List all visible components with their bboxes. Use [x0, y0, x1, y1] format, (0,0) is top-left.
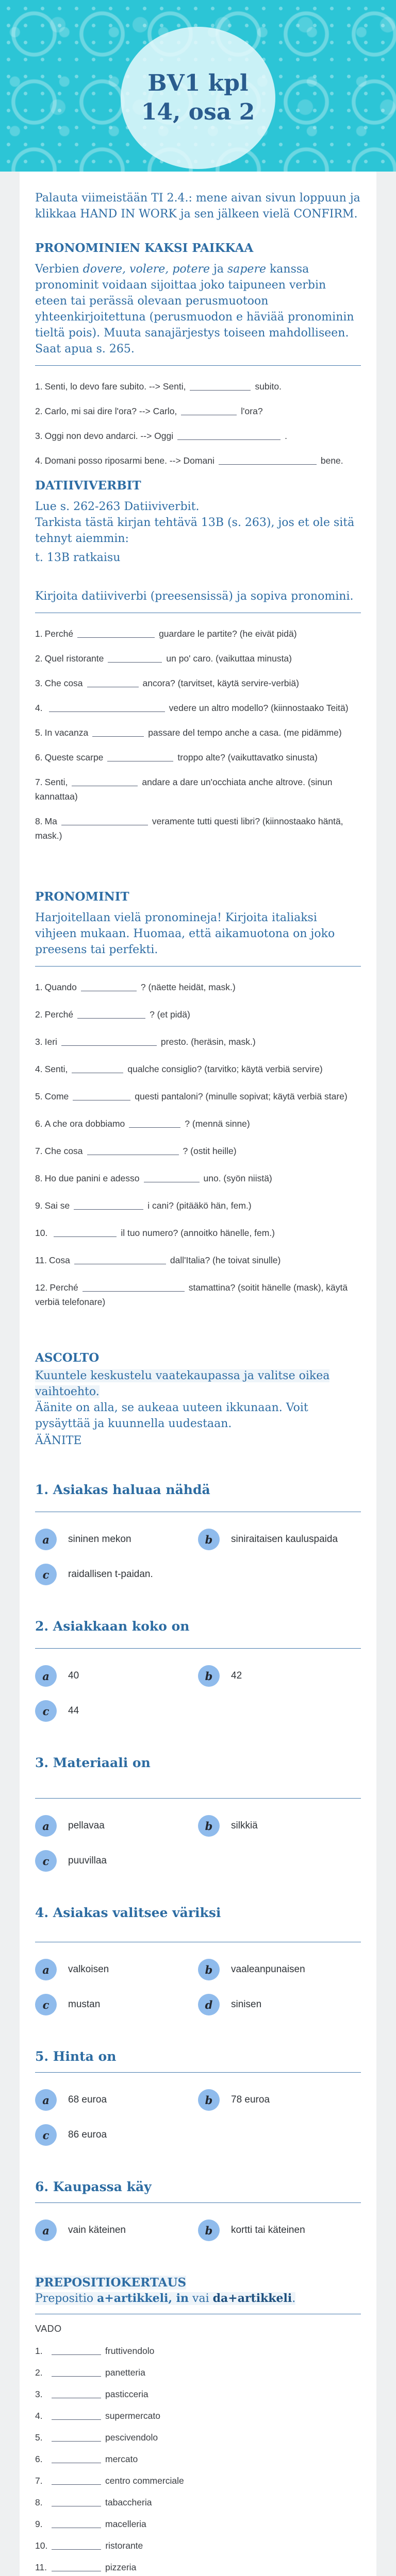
- prepositio-subtitle: Prepositio a+artikkeli, in vai da+artikkeli.: [35, 2292, 296, 2305]
- answer-option-c[interactable]: c 44: [35, 1700, 198, 1722]
- exercise-item: 4. vedere un altro modello? (kiinnostaako Teitä): [35, 703, 349, 713]
- section-title-prepositiokertaus: PREPOSITIOKERTAUS: [35, 2276, 187, 2290]
- options-grid: [35, 1665, 361, 1722]
- prep-item: 10. ristorante: [35, 2540, 143, 2551]
- pronominit-intro: Harjoitellaan vielä pronomineja! Kirjoita italiaksi vihjeen mukaan. Huomaa, että aikamuotona on joko preesens tai perfekti.: [35, 911, 335, 956]
- answer-blank: [77, 631, 155, 638]
- answer-option-b[interactable]: b 42: [198, 1665, 361, 1687]
- answer-option-a[interactable]: a sininen mekon: [35, 1529, 198, 1550]
- option-letter-badge[interactable]: b: [198, 1815, 220, 1837]
- prep-item: 3. pasticceria: [35, 2389, 148, 2399]
- answer-blank: [52, 2434, 101, 2442]
- ascolto-instruction: Kuuntele keskustelu vaatekaupassa ja valitse oikea vaihtoehto.: [35, 1369, 330, 1398]
- answer-option-d[interactable]: d sinisen: [198, 1994, 361, 2015]
- audio-link[interactable]: ÄÄNITE: [35, 1434, 82, 1447]
- exercise-item: 1. Quando ? (näette heidät, mask.): [35, 982, 236, 992]
- answer-blank: [87, 680, 139, 687]
- answer-option-b[interactable]: b kortti tai käteinen: [198, 2219, 361, 2241]
- prep-item: 7. centro commerciale: [35, 2476, 184, 2486]
- exercise-item: 3. Che cosa ancora? (tarvitset, käytä servire-verbiä): [35, 678, 299, 688]
- exercise-item: 4. Senti, qualche consiglio? (tarvitko; käytä verbiä servire): [35, 1064, 323, 1074]
- prep-item: 6. mercato: [35, 2454, 138, 2464]
- exercise-list-3: [35, 980, 361, 1309]
- quiz-question-3: [35, 1755, 361, 1872]
- option-letter-badge[interactable]: c: [35, 1700, 57, 1722]
- section-title-pronominit: PRONOMINIT: [35, 890, 129, 904]
- options-grid: [35, 1959, 361, 2015]
- exercise-item: 9. Sai se i cani? (pitääkö hän, fem.): [35, 1200, 252, 1211]
- answer-blank: [52, 2543, 101, 2550]
- answer-blank: [61, 818, 148, 825]
- divider: [35, 1648, 361, 1649]
- prep-item: 4. supermercato: [35, 2411, 160, 2421]
- options-grid: [35, 1815, 361, 1872]
- answer-blank: [72, 1066, 123, 1073]
- course-title-line2: 14, osa 2: [141, 99, 255, 125]
- option-letter-badge[interactable]: a: [35, 2219, 57, 2241]
- prep-item: 1. fruttivendolo: [35, 2346, 155, 2356]
- option-letter-badge[interactable]: c: [35, 1994, 57, 2015]
- prep-item: 11. pizzeria: [35, 2562, 137, 2572]
- divider: [35, 1798, 361, 1799]
- exercise-item: 2. Perché ? (et pidä): [35, 1009, 190, 1020]
- datiivi-check-note: Tarkista tästä kirjan tehtävä 13B (s. 263), jos et ole sitä tehnyt aiemmin:: [35, 516, 355, 545]
- section-title-pronominien-kaksi-paikkaa: PRONOMINIEN KAKSI PAIKKAA: [35, 241, 254, 255]
- answer-blank: [82, 1284, 185, 1292]
- answer-blank: [52, 2413, 101, 2420]
- section-title-datiiviverbit: DATIIVIVERBIT: [35, 479, 141, 493]
- exercise-list-2: [35, 626, 361, 843]
- answer-blank: [52, 2456, 101, 2463]
- prepositio-list: [35, 2346, 361, 2576]
- option-letter-badge[interactable]: b: [198, 2089, 220, 2111]
- answer-option-c[interactable]: c raidallisen t-paidan.: [35, 1564, 198, 1585]
- quiz-question-4: [35, 1905, 361, 2015]
- datiivi-read-note: Lue s. 262-263 Datiiviverbit.: [35, 500, 200, 513]
- answer-blank: [87, 1148, 179, 1155]
- answer-blank: [52, 2478, 101, 2485]
- option-letter-badge[interactable]: b: [198, 1959, 220, 1980]
- answer-option-c[interactable]: c puuvillaa: [35, 1850, 198, 1872]
- exercise-item: 2. Carlo, mi sai dire l'ora? --> Carlo, l'ora?: [35, 406, 263, 416]
- answer-option-b[interactable]: b silkkiä: [198, 1815, 361, 1837]
- assignment-card: [20, 172, 376, 2576]
- prep-item: 2. panetteria: [35, 2367, 145, 2378]
- option-letter-badge[interactable]: d: [198, 1994, 220, 2015]
- exercise-item: 3. Oggi non devo andarci. --> Oggi .: [35, 431, 288, 441]
- question-title: 3. Materiaali on: [35, 1755, 151, 1770]
- answer-blank: [49, 705, 165, 712]
- answer-option-c[interactable]: c 86 euroa: [35, 2124, 198, 2146]
- question-title: 5. Hinta on: [35, 2049, 117, 2064]
- quiz-question-6: [35, 2179, 361, 2241]
- answer-blank: [52, 2499, 101, 2506]
- vado-label: VADO: [35, 2324, 62, 2334]
- section-title-ascolto: ASCOLTO: [35, 1351, 100, 1365]
- option-letter-badge[interactable]: b: [198, 1665, 220, 1687]
- answer-option-a[interactable]: a vain käteinen: [35, 2219, 198, 2241]
- answer-blank: [144, 1175, 200, 1182]
- answer-option-a[interactable]: a 40: [35, 1665, 198, 1687]
- answer-blank: [52, 2348, 101, 2355]
- section1-intro: Verbien dovere, volere, potere ja sapere kanssa pronominit voidaan sijoittaa joko taipuneen verbin eteen tai perässä olevaan perusmuotoon yhteenkirjoitettuna (perusmuodon e häviää pronominin tieltä pois). Muuta sanajärjestys toiseen mahdolliseen. Saat apua s. 265.: [35, 263, 354, 355]
- exercise-list-1: [35, 379, 361, 468]
- option-letter-badge[interactable]: c: [35, 1564, 57, 1585]
- exercise-item: 7. Senti, andare a dare un'occhiata anche altrove. (sinun kannattaa): [35, 777, 333, 802]
- prep-item: 5. pescivendolo: [35, 2432, 158, 2443]
- option-letter-badge[interactable]: b: [198, 1529, 220, 1550]
- answer-option-a[interactable]: a pellavaa: [35, 1815, 198, 1837]
- exercise-item: 1. Senti, lo devo fare subito. --> Senti, subito.: [35, 381, 282, 392]
- question-title: 6. Kaupassa käy: [35, 2179, 152, 2194]
- answer-blank: [72, 779, 138, 786]
- prep-item: 9. macelleria: [35, 2519, 146, 2529]
- exercise-item: 5. Come questi pantaloni? (minulle sopivat; käytä verbiä stare): [35, 1091, 348, 1101]
- option-letter-badge[interactable]: a: [35, 1665, 57, 1687]
- answer-option-b[interactable]: b vaaleanpunaisen: [198, 1959, 361, 1980]
- answer-blank: [129, 1121, 180, 1128]
- question-title: 1. Asiakas haluaa nähdä: [35, 1482, 210, 1497]
- answer-blank: [181, 408, 237, 415]
- options-grid: [35, 2219, 361, 2241]
- answer-option-c[interactable]: c mustan: [35, 1994, 198, 2015]
- question-title: 2. Asiakkaan koko on: [35, 1619, 190, 1634]
- answer-blank: [177, 433, 280, 440]
- answer-blank: [108, 655, 162, 663]
- answer-blank: [74, 1257, 166, 1264]
- exercise-item: 5. In vacanza passare del tempo anche a casa. (me pidämme): [35, 727, 342, 738]
- answer-option-b[interactable]: b 78 euroa: [198, 2089, 361, 2111]
- exercise-item: 1. Perché guardare le partite? (he eivät pidä): [35, 629, 297, 639]
- exercise-item: 10. il tuo numero? (annoitko hänelle, fem.): [35, 1228, 275, 1238]
- answer-blank: [52, 2391, 101, 2398]
- quiz-question-1: [35, 1482, 361, 1585]
- options-grid: [35, 2089, 361, 2146]
- answer-blank: [52, 2521, 101, 2528]
- answer-option-a[interactable]: a 68 euroa: [35, 2089, 198, 2111]
- answer-blank: [92, 730, 144, 737]
- quiz-question-2: [35, 1618, 361, 1722]
- option-letter-badge[interactable]: b: [198, 2219, 220, 2241]
- answer-blank: [54, 1230, 117, 1237]
- answer-blank: [52, 2369, 101, 2377]
- divider: [35, 2202, 361, 2203]
- answer-option-b[interactable]: b siniraitaisen kauluspaida: [198, 1529, 361, 1550]
- deadline-note: Palauta viimeistään TI 2.4.: mene aivan sivun loppuun ja klikkaa HAND IN WORK ja sen jälkeen vielä CONFIRM.: [35, 192, 360, 221]
- exercise-item: 8. Ho due panini e adesso uno. (syön niistä): [35, 1173, 272, 1183]
- datiivi-task-title: Kirjoita datiiviverbi (preesensissä) ja sopiva pronomini.: [35, 590, 354, 603]
- answer-blank: [81, 984, 137, 991]
- option-letter-badge[interactable]: c: [35, 1850, 57, 1872]
- quiz-question-5: [35, 2048, 361, 2146]
- ratkaisu-link[interactable]: t. 13B ratkaisu: [35, 551, 121, 564]
- course-title-line1: BV1 kpl: [147, 70, 249, 96]
- option-letter-badge[interactable]: a: [35, 2089, 57, 2111]
- divider: [35, 365, 361, 366]
- exercise-item: 4. Domani posso riposarmi bene. --> Domani bene.: [35, 455, 343, 466]
- answer-blank: [107, 754, 173, 761]
- exercise-item: 6. Queste scarpe troppo alte? (vaikuttavatko sinusta): [35, 752, 318, 762]
- ascolto-audio-note: Äänite on alla, se aukeaa uuteen ikkunaan. Voit pysäyttää ja kuunnella uudestaan.: [35, 1401, 308, 1430]
- question-title: 4. Asiakas valitsee väriksi: [35, 1905, 221, 1920]
- answer-blank: [190, 383, 251, 391]
- exercise-item: 12. Perché stamattina? (soitit hänelle (mask), käytä verbiä telefonare): [35, 1282, 348, 1307]
- answer-blank: [61, 1039, 157, 1046]
- exercise-item: 8. Ma veramente tutti questi libri? (kiinnostaako häntä, mask.): [35, 816, 343, 841]
- divider: [35, 2072, 361, 2073]
- options-grid: [35, 1529, 361, 1585]
- divider: [35, 966, 361, 967]
- prep-item: 8. tabaccheria: [35, 2497, 152, 2507]
- exercise-item: 7. Che cosa ? (ostit heille): [35, 1146, 237, 1156]
- answer-blank: [74, 1202, 143, 1210]
- course-title-circle: [121, 27, 275, 169]
- answer-blank: [52, 2564, 101, 2571]
- option-letter-badge[interactable]: a: [35, 1529, 57, 1550]
- answer-blank: [73, 1093, 130, 1100]
- exercise-item: 2. Quel ristorante un po' caro. (vaikuttaa minusta): [35, 653, 292, 664]
- exercise-item: 11. Cosa dall'Italia? (he toivat sinulle): [35, 1255, 281, 1265]
- exercise-item: 3. Ieri presto. (heräsin, mask.): [35, 1037, 256, 1047]
- answer-blank: [219, 457, 317, 465]
- course-banner: [0, 0, 396, 172]
- option-letter-badge[interactable]: a: [35, 1815, 57, 1837]
- answer-option-a[interactable]: a valkoisen: [35, 1959, 198, 1980]
- exercise-item: 6. A che ora dobbiamo ? (mennä sinne): [35, 1118, 250, 1129]
- option-letter-badge[interactable]: c: [35, 2124, 57, 2146]
- answer-blank: [77, 1011, 145, 1019]
- option-letter-badge[interactable]: a: [35, 1959, 57, 1980]
- course-title: [141, 69, 255, 127]
